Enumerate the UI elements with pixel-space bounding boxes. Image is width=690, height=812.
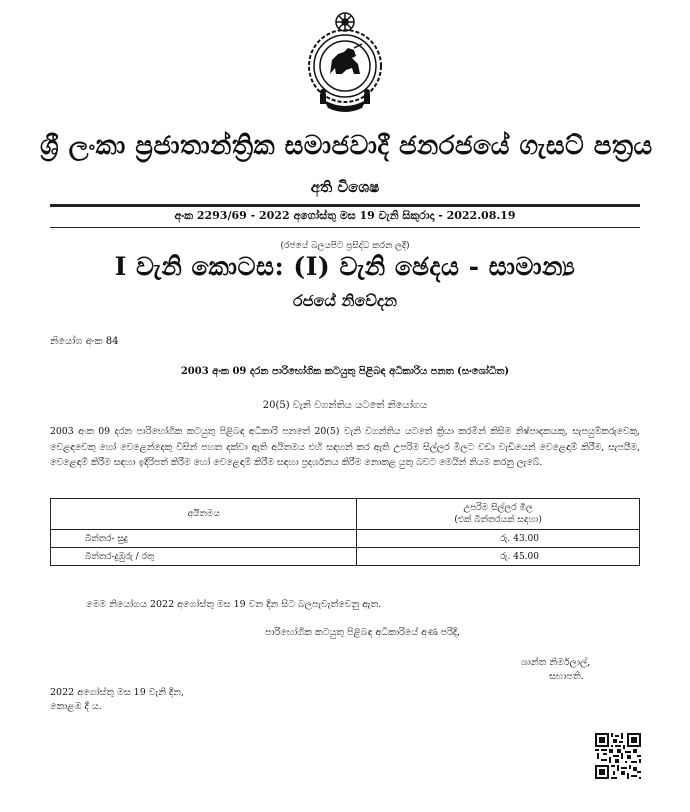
act-title: 2003 අංක 09 දරන පාරිභෝගික කටයුතු පිළිබඳ අධිකාරිය පනත (සංශෝධිත): [180, 366, 510, 377]
header-price: [357, 499, 640, 530]
table-header-row: [51, 499, 640, 530]
top-rule: [50, 204, 640, 207]
notice-body: 2003 අංක 09 දරන පාරිභෝගික කටයුතු පිළිබඳ අධිකාරි පනතේ 20(5) වැනි වගන්තිය යටතේ ක්‍රියා කරමින් කිසිම නිෂ්පාදකයකු, සැපයුම්කරුවෙකු, වෙළඳවෙකු හෝ වෙළෙන්දෙකු විසින් පහත දක්වා ඇති අයිතමය එහි සඳහන් කර ඇති උපරිම සිල්ලර මිලට වඩා වැඩියෙන් වෙළෙඳාම් කිරීම, සැපයීම, වෙළෙඳාම් කිරීම සඳහා ඉදිරිපත් කිරීම හෝ වෙළෙඳාම් කිරීම සඳහා ප්‍රදර්ශනය කිරීම නොකළ යුතු බවට මෙයින් නියම කරනු ලැබේ.: [50, 426, 640, 469]
row-price: රු. 45.00: [357, 548, 640, 566]
signing-date: 2022 අගෝස්තු මස 19 වැනි දින,: [50, 687, 184, 698]
section-title: රජයේ නිවේදන: [293, 291, 397, 310]
issue-line: අංක 2293/69 - 2022 අගෝස්තු මස 19 වැනි සිකුරාදා - 2022.08.19: [174, 209, 516, 222]
order-title: 20(5) වැනි වගන්තිය යටතේ නියෝගය: [262, 400, 428, 411]
effective-date-text: මෙම නියෝගය 2022 අගෝස්තු මස 19 වන දින සිට බලපැවැත්වෙනු ඇත.: [86, 599, 382, 610]
published-by: (රජයේ බලයපිට ප්‍රසිද්ධ කරන ලදී): [280, 241, 410, 251]
part-title: I වැනි කොටස: (I) වැනි ඡෙදය - සාමාන්‍ය: [114, 252, 576, 281]
signer-title: සභාපති.: [549, 671, 584, 682]
notice-number: නියෝග අංක 84: [50, 336, 119, 347]
qr-code-icon[interactable]: [595, 733, 641, 779]
authority-line: පාරිභෝගික කටයුතු පිළිබඳ අධිකාරියේ අණ පරිදි,: [265, 627, 461, 638]
header-price-label: උපරිම සිල්ලර මිල: [463, 503, 533, 513]
national-emblem-icon: [302, 8, 388, 118]
row-item: බිත්තර- සුදු: [51, 530, 357, 548]
table-row: [51, 548, 640, 566]
row-price: රු. 43.00: [357, 530, 640, 548]
bottom-rule: [50, 227, 640, 228]
gazette-title: ශ්‍රී ලංකා ප්‍රජාතාන්ත්‍රික සමාජවාදී ජනරජයේ ගැසට් පත්‍රය: [40, 131, 653, 161]
table-row: [51, 530, 640, 548]
row-item: බිත්තර-දුඹුරු / රතු: [51, 548, 357, 566]
signing-place: කොළඹ දී ය.: [50, 701, 102, 712]
header-price-unit: (එක් බිත්තරයක් සඳහා): [454, 515, 542, 525]
signer-name: ශාන්ත නිර්මලාල්,: [521, 657, 591, 668]
price-table: [50, 498, 640, 566]
header-item: අයිතමය: [51, 499, 357, 530]
extraordinary-label: අති විශෙෂ: [310, 178, 380, 196]
